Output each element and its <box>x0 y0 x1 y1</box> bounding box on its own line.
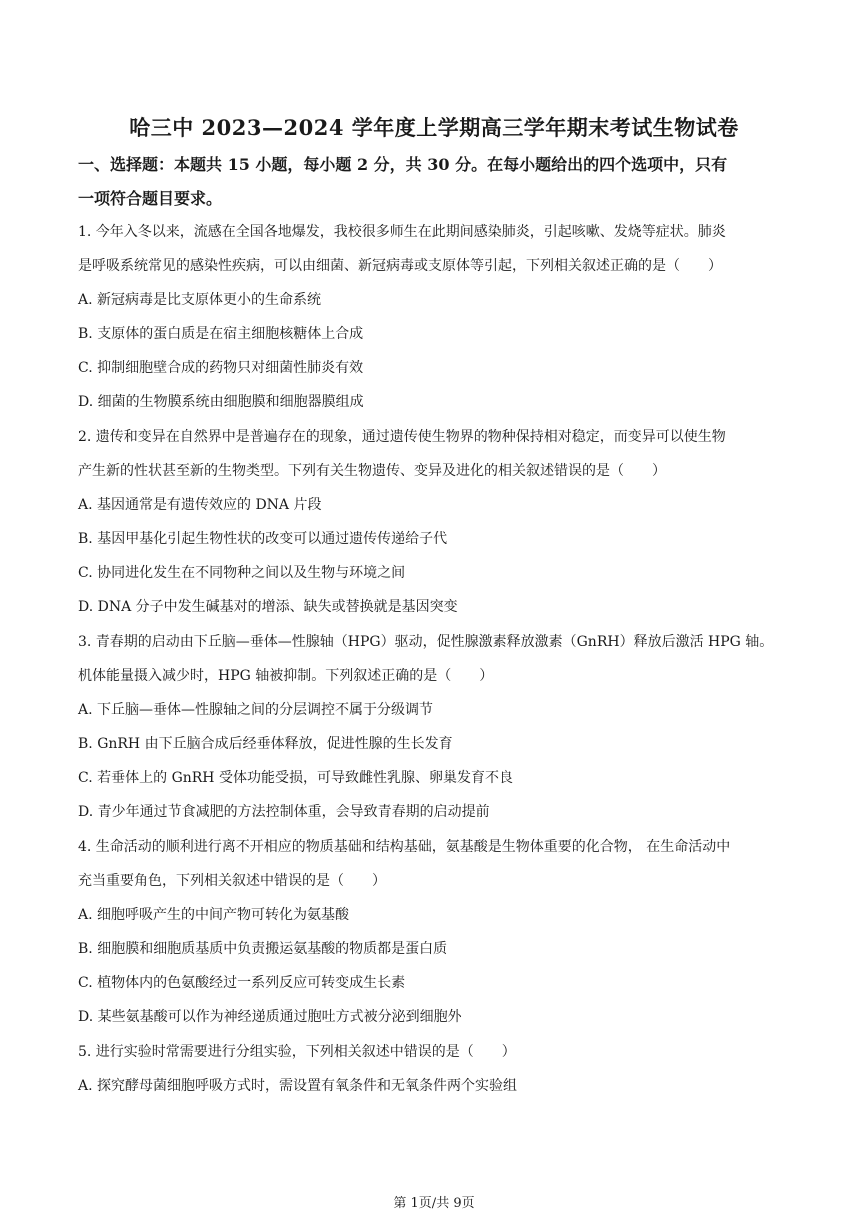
question-1-option-a: A. 新冠病毒是比支原体更小的生命系统 <box>78 292 322 308</box>
question-3-stem-line-2: 机体能量摄入减少时，HPG 轴被抑制。下列叙述正确的是（ ） <box>78 668 494 684</box>
question-3-stem-line-1: 3. 青春期的启动由下丘脑—垂体—性腺轴（HPG）驱动，促性腺激素释放激素（GnRH）释放后激活 HPG 轴。 <box>78 634 774 650</box>
section-heading-line-2: 一项符合题目要求。 <box>78 189 223 208</box>
question-2-option-b: B. 基因甲基化引起生物性状的改变可以通过遗传传递给子代 <box>78 531 448 547</box>
question-1-option-b: B. 支原体的蛋白质是在宿主细胞核糖体上合成 <box>78 326 364 342</box>
question-1-stem-line-1: 1. 今年入冬以来，流感在全国各地爆发，我校很多师生在此期间感染肺炎，引起咳嗽、发烧等症状。肺炎 <box>78 224 726 240</box>
question-4-option-b: B. 细胞膜和细胞质基质中负责搬运氨基酸的物质都是蛋白质 <box>78 941 448 957</box>
question-2-stem-line-1: 2. 遗传和变异在自然界中是普遍存在的现象，通过遗传使生物界的物种保持相对稳定，而变异可以使生物 <box>78 429 726 445</box>
question-4-option-a: A. 细胞呼吸产生的中间产物可转化为氨基酸 <box>78 907 350 923</box>
question-3-option-b: B. GnRH 由下丘脑合成后经垂体释放，促进性腺的生长发育 <box>78 736 453 752</box>
question-3-option-d: D. 青少年通过节食减肥的方法控制体重，会导致青春期的启动提前 <box>78 804 490 820</box>
exam-title: 哈三中 2023—2024 学年度上学期高三学年期末考试生物试卷 <box>129 115 739 140</box>
question-1-option-c: C. 抑制细胞壁合成的药物只对细菌性肺炎有效 <box>78 360 364 376</box>
question-5-stem-line-1: 5. 进行实验时常需要进行分组实验，下列相关叙述中错误的是（ ） <box>78 1044 516 1060</box>
question-1-stem-line-2: 是呼吸系统常见的感染性疾病，可以由细菌、新冠病毒或支原体等引起，下列相关叙述正确的是（ ） <box>78 258 722 274</box>
question-2-stem-line-2: 产生新的性状甚至新的生物类型。下列有关生物遗传、变异及进化的相关叙述错误的是（ ） <box>78 463 666 479</box>
section-heading-line-1: 一、选择题：本题共 15 小题，每小题 2 分，共 30 分。在每小题给出的四个选项中，只有 <box>78 155 728 174</box>
question-5-option-a: A. 探究酵母菌细胞呼吸方式时，需设置有氧条件和无氧条件两个实验组 <box>78 1078 518 1094</box>
question-2-option-c: C. 协同进化发生在不同物种之间以及生物与环境之间 <box>78 565 406 581</box>
question-2-option-a: A. 基因通常是有遗传效应的 DNA 片段 <box>78 497 322 513</box>
question-1-option-d: D. 细菌的生物膜系统由细胞膜和细胞器膜组成 <box>78 394 364 410</box>
question-4-stem-line-2: 充当重要角色，下列相关叙述中错误的是（ ） <box>78 873 386 889</box>
page-number-footer: 第 1页/共 9页 <box>393 1196 475 1211</box>
question-4-option-d: D. 某些氨基酸可以作为神经递质通过胞吐方式被分泌到细胞外 <box>78 1009 462 1025</box>
question-4-option-c: C. 植物体内的色氨酸经过一系列反应可转变成生长素 <box>78 975 406 991</box>
question-3-option-a: A. 下丘脑—垂体—性腺轴之间的分层调控不属于分级调节 <box>78 702 434 718</box>
question-4-stem-line-1: 4. 生命活动的顺利进行离不开相应的物质基础和结构基础，氨基酸是生物体重要的化合物， 在生命活动中 <box>78 839 731 855</box>
question-3-option-c: C. 若垂体上的 GnRH 受体功能受损，可导致雌性乳腺、卵巢发育不良 <box>78 770 513 786</box>
question-2-option-d: D. DNA 分子中发生碱基对的增添、缺失或替换就是基因突变 <box>78 599 458 615</box>
